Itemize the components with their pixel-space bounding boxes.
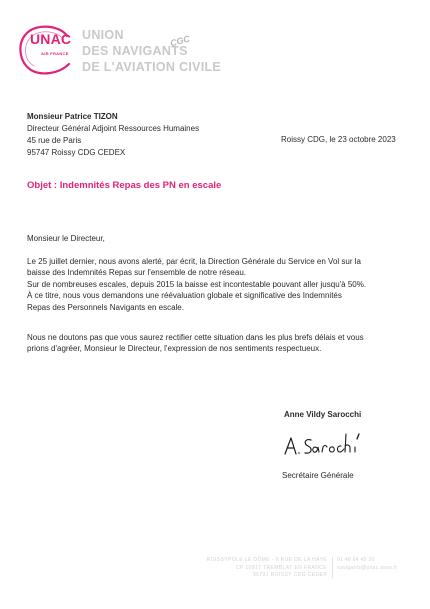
place-and-date: Roissy CDG, le 23 octobre 2023	[281, 135, 396, 144]
signer-title: Secrétaire Générale	[282, 471, 354, 480]
body-line: Le 25 juillet dernier, nous avons alerté, par écrit, la Direction Générale du Service en Vol sur la	[27, 257, 361, 266]
footer-address	[199, 557, 327, 580]
org-line: DES NAVIGANTS	[82, 44, 188, 58]
body-line: Repas des Personnels Navigants en escale.	[27, 302, 184, 312]
handwritten-signature	[281, 430, 381, 460]
recipient-address	[27, 111, 199, 159]
body-line: À ce titre, nous vous demandons une réévaluation globale et significative des Indemnités	[27, 291, 342, 301]
footer-email[interactable]: navigants@unac.asso.fr	[337, 564, 398, 571]
cgc-logo-mark: CGC	[169, 33, 191, 49]
footer-phone: 01 48 64 49 20	[337, 557, 375, 563]
footer-address-line: ROISSYPOLE LE DÔME - 6 RUE DE LA HAYE	[206, 557, 327, 563]
body-line: Sur de nombreuses escales, depuis 2015 la baisse est incontestable pouvant aller jusqu'à 50%.	[27, 279, 367, 289]
org-line: DE L'AVIATION CIVILE	[82, 60, 222, 74]
org-line: UNION	[82, 28, 124, 42]
footer-address-line: CP 10917 TREMBLAY EN FRANCE	[235, 564, 327, 571]
footer-divider	[332, 557, 333, 578]
body-paragraph-2	[27, 332, 407, 355]
recipient-city: 95747 Roissy CDG CEDEX	[27, 148, 126, 157]
body-line: Nous ne doutons pas que vous saurez rectifier cette situation dans les plus brefs délais et vous	[27, 333, 364, 342]
letter-subject: Objet : Indemnités Repas des PN en escale	[27, 180, 222, 191]
recipient-street: 45 rue de Paris	[27, 136, 82, 145]
recipient-name: Monsieur Patrice TIZON	[27, 112, 118, 121]
body-line: prions d'agréer, Monsieur le Directeur, l'expression de nos sentiments respectueux.	[27, 344, 322, 354]
logo-airfrance-text: AIR FRANCE	[41, 51, 69, 56]
footer-address-line: 95731 ROISSY CDG CEDEX	[252, 572, 327, 578]
body-paragraph-1	[27, 256, 407, 313]
logo-unac-text: UNAC	[30, 31, 72, 47]
recipient-title: Directeur Général Adjoint Ressources Humaines	[27, 124, 200, 133]
footer-contact	[337, 557, 397, 572]
body-line: baisse des Indemnités Repas sur l'ensemble de notre réseau.	[27, 268, 246, 278]
salutation: Monsieur le Directeur,	[27, 234, 105, 243]
organization-name	[82, 27, 221, 75]
signer-name: Anne Vildy Sarocchi	[284, 410, 362, 419]
